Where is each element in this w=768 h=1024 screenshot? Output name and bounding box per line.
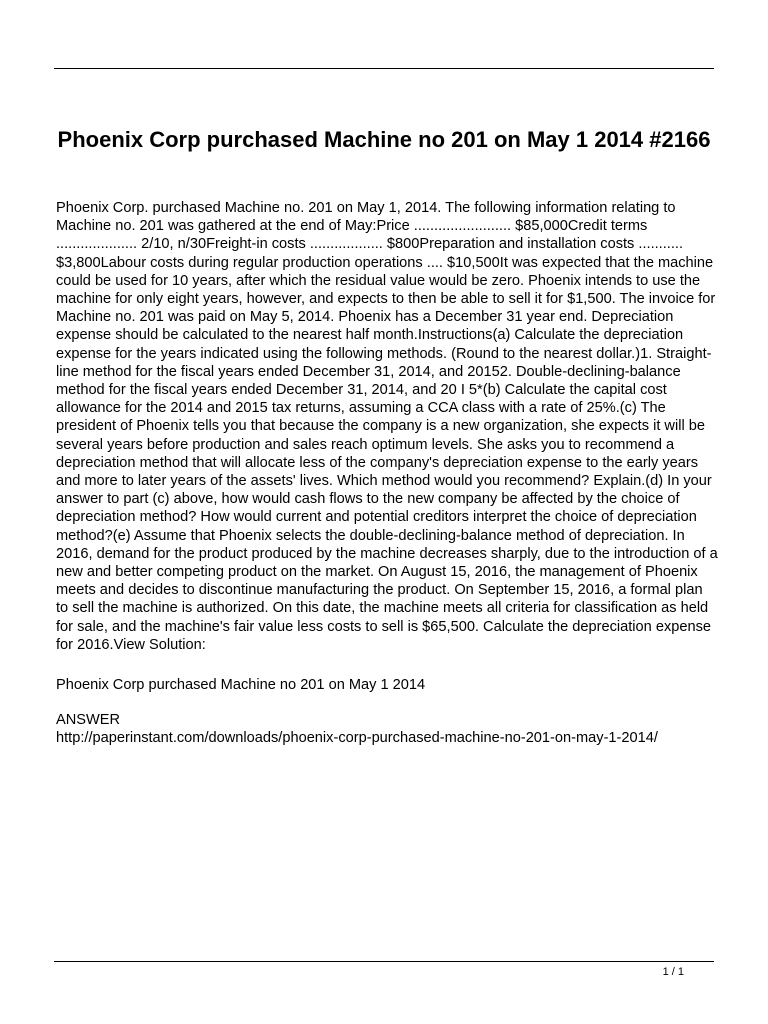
document-title: Phoenix Corp purchased Machine no 201 on May 1 2014 #2166 — [57, 127, 711, 152]
answer-link[interactable]: http://paperinstant.com/downloads/phoenix-corp-purchased-machine-no-201-on-may-1-2014/ — [56, 730, 658, 746]
document-subline: Phoenix Corp purchased Machine no 201 on May 1 2014 — [56, 677, 426, 693]
footer-divider — [54, 961, 714, 962]
answer-label: ANSWER — [56, 712, 121, 728]
header-divider — [54, 68, 714, 69]
document-body: Phoenix Corp. purchased Machine no. 201 on May 1, 2014. The following information relating to Machine no. 201 was gathered at the end of May:Price ........................ $85,000Credit terms .................... 2/10, n/30Freight-in costs .................. $800Preparation and installation costs ........... $3,800Labour costs during regular production operations .... $10,500It was expected that the machine could be used for 10 years, after which the residual value would be zero. Phoenix intends to use the machine for only eight years, however, and expects to then be able to sell it for $1,500. The invoice for Machine no. 201 was paid on May 5, 2014. Phoenix has a December 31 year end. Depreciation expense should be calculated to the nearest half month.Instructions(a) Calculate the depreciation expense for the years indicated using the following methods. (Round to the nearest dollar.)1. Straight-line method for the fiscal years ended December 31, 2014, and 20152. Double-declining-balance method for the fiscal years ended December 31, 2014, and 20 I 5*(b) Calculate the capital cost allowance for the 2014 and 2015 tax returns, assuming a CCA class with a rate of 25%.(c) The president of Phoenix tells you that because the company is a new organization, she expects it will be several years before production and sales reach optimum levels. She asks you to recommend a depreciation method that will allocate less of the company's depreciation expense to the early years and more to later years of the assets' lives. Which method would you recommend? Explain.(d) In your answer to part (c) above, how would cash flows to the new company be affected by the choice of depreciation method? How would current and potential creditors interpret the choice of depreciation method?(e) Assume that Phoenix selects the double-declining-balance method of depreciation. In 2016, demand for the product produced by the machine decreases sharply, due to the introduction of a new and better competing product on the market. On August 15, 2016, the management of Phoenix meets and decides to discontinue manufacturing the product. On September 15, 2016, a formal plan to sell the machine is authorized. On this date, the machine meets all criteria for classification as held for sale, and the machine's fair value less costs to sell is $65,500. Calculate the depreciation expense for 2016.View Solution: — [56, 200, 718, 653]
page-indicator: 1 / 1 — [662, 966, 684, 978]
